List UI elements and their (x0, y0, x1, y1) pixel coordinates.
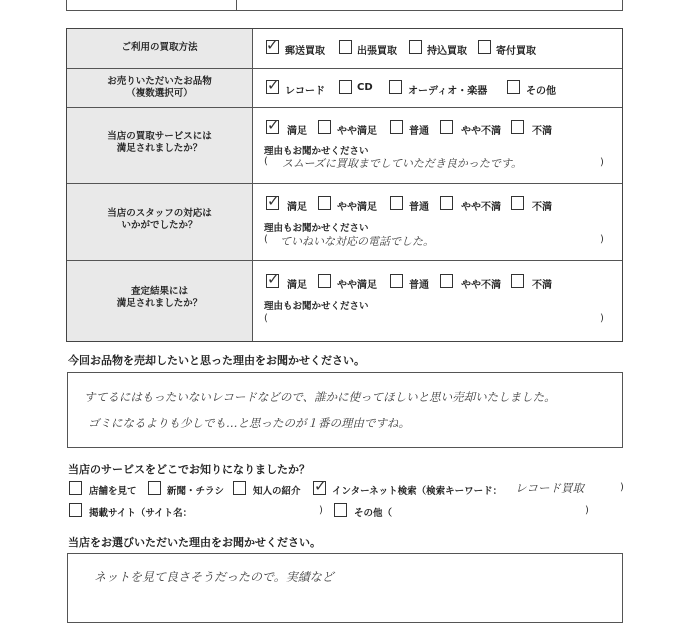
checkbox-appraisal-dissatisfied[interactable] (511, 274, 524, 288)
checkbox-appraisal-somewhat-dissatisfied[interactable] (440, 274, 453, 288)
reason-answer-staff[interactable]: ていねいな対応の電話でした。 (280, 235, 434, 248)
option-internet: インターネット検索（検索キーワード： (332, 486, 503, 497)
option-audio: オーディオ・楽器 (408, 86, 488, 97)
row-line (67, 183, 622, 184)
checkbox-other-source[interactable] (334, 503, 347, 517)
row-line (67, 260, 622, 261)
checkbox-service-neutral[interactable] (390, 120, 403, 134)
checkbox-service-somewhat-dissatisfied[interactable] (440, 120, 453, 134)
option-satisfied: 満足 (287, 280, 307, 291)
row-label-service-satisfaction: 当店の買取サービスには 満足されましたか？ (107, 131, 212, 154)
sell-reason-question: 今回お品物を売却したいと思った理由をお聞かせください。 (68, 354, 365, 367)
checkbox-service-dissatisfied[interactable] (511, 120, 524, 134)
sell-reason-answer-box[interactable] (67, 372, 623, 448)
row-label-staff-response: 当店のスタッフの対応は いかがでしたか？ (107, 208, 212, 231)
option-somewhat-satisfied: やや満足 (337, 126, 377, 137)
row-label-purchase-method: ご利用の買取方法 (121, 42, 198, 53)
option-friend: 知人の紹介 (253, 486, 301, 497)
check-mark-icon: ✓ (267, 116, 280, 134)
keyword-close-paren: ) (620, 482, 624, 493)
reason-prompt: 理由もお聞かせください (264, 301, 369, 312)
choose-reason-answer-box[interactable] (67, 553, 623, 623)
option-somewhat-dissatisfied: やや不満 (461, 202, 501, 213)
option-bring-in: 持込買取 (427, 46, 467, 57)
checkbox-staff-dissatisfied[interactable] (511, 196, 524, 210)
option-listing-site: 掲載サイト（サイト名： (89, 508, 193, 519)
option-satisfied: 満足 (287, 126, 307, 137)
reason-close-paren: ) (600, 313, 604, 324)
option-donation: 寄付買取 (496, 46, 536, 57)
checkbox-donation[interactable] (478, 40, 491, 54)
reason-close-paren: ) (600, 157, 604, 168)
checkbox-cd[interactable] (339, 80, 352, 94)
sell-reason-answer-line2: ゴミになるよりも少しでも…と思ったのが１番の理由ですね。 (88, 416, 410, 430)
checkbox-appraisal-neutral[interactable] (390, 274, 403, 288)
option-other-source: その他（ (354, 508, 393, 519)
option-dissatisfied: 不満 (532, 280, 552, 291)
option-other-items: その他 (526, 86, 556, 97)
option-saw-store: 店舗を見て (89, 486, 137, 497)
option-somewhat-satisfied: やや満足 (337, 202, 377, 213)
option-postal: 郵送買取 (285, 46, 325, 57)
checkbox-staff-neutral[interactable] (390, 196, 403, 210)
checkbox-friend[interactable] (233, 481, 246, 495)
choose-reason-answer: ネットを見て良さそうだったので。実績など (94, 570, 334, 584)
search-keyword-answer[interactable]: レコード買取 (515, 481, 584, 495)
check-mark-icon: ✓ (267, 270, 280, 288)
listing-site-close-paren: ) (319, 505, 323, 516)
reason-answer-service[interactable]: スムーズに買取までしていただき良かったです。 (282, 157, 523, 170)
option-somewhat-dissatisfied: やや不満 (461, 280, 501, 291)
option-newspaper: 新聞・チラシ (167, 486, 225, 497)
checkbox-staff-somewhat-dissatisfied[interactable] (440, 196, 453, 210)
reason-open-paren: ( (264, 234, 268, 245)
other-source-close-paren: ) (585, 505, 589, 516)
check-mark-icon: ✓ (314, 477, 327, 495)
checkbox-appraisal-somewhat-satisfied[interactable] (318, 274, 331, 288)
reason-prompt: 理由もお聞かせください (264, 223, 369, 234)
checkbox-listing-site[interactable] (69, 503, 82, 517)
checkbox-other-items[interactable] (507, 80, 520, 94)
option-cd: CD (357, 82, 373, 93)
option-somewhat-dissatisfied: やや不満 (461, 126, 501, 137)
how-known-question: 当店のサービスをどこでお知りになりましたか？ (68, 463, 310, 476)
checkbox-bring-in[interactable] (409, 40, 422, 54)
reason-prompt: 理由もお聞かせください (264, 146, 369, 157)
option-neutral: 普通 (409, 280, 429, 291)
option-dissatisfied: 不満 (532, 126, 552, 137)
option-neutral: 普通 (409, 126, 429, 137)
checkbox-audio[interactable] (389, 80, 402, 94)
reason-open-paren: ( (264, 156, 268, 167)
check-mark-icon: ✓ (267, 192, 280, 210)
row-line (67, 107, 622, 108)
checkbox-saw-store[interactable] (69, 481, 82, 495)
choose-reason-question: 当店をお選びいただいた理由をお聞かせください。 (68, 536, 321, 549)
option-record: レコード (285, 86, 325, 97)
option-dissatisfied: 不満 (532, 202, 552, 213)
sell-reason-answer-line1: すてるにはもったいないレコードなどので、誰かに使ってほしいと思い売却いたしました。 (84, 390, 556, 404)
table-divider (252, 29, 253, 341)
row-label-items-sold: お売りいただいたお品物 （複数選択可） (107, 76, 212, 99)
row-line (67, 68, 622, 69)
checkbox-staff-somewhat-satisfied[interactable] (318, 196, 331, 210)
checkbox-visit[interactable] (339, 40, 352, 54)
option-somewhat-satisfied: やや満足 (337, 280, 377, 291)
check-mark-icon: ✓ (266, 36, 279, 54)
check-mark-icon: ✓ (267, 76, 280, 94)
row-label-appraisal-result: 査定結果には 満足されましたか？ (116, 286, 203, 309)
option-visit: 出張買取 (357, 46, 397, 57)
checkbox-service-somewhat-satisfied[interactable] (318, 120, 331, 134)
previous-box-remnant (66, 0, 623, 11)
option-satisfied: 満足 (287, 202, 307, 213)
reason-close-paren: ) (600, 234, 604, 245)
option-neutral: 普通 (409, 202, 429, 213)
checkbox-newspaper[interactable] (148, 481, 161, 495)
reason-open-paren: ( (264, 313, 268, 324)
